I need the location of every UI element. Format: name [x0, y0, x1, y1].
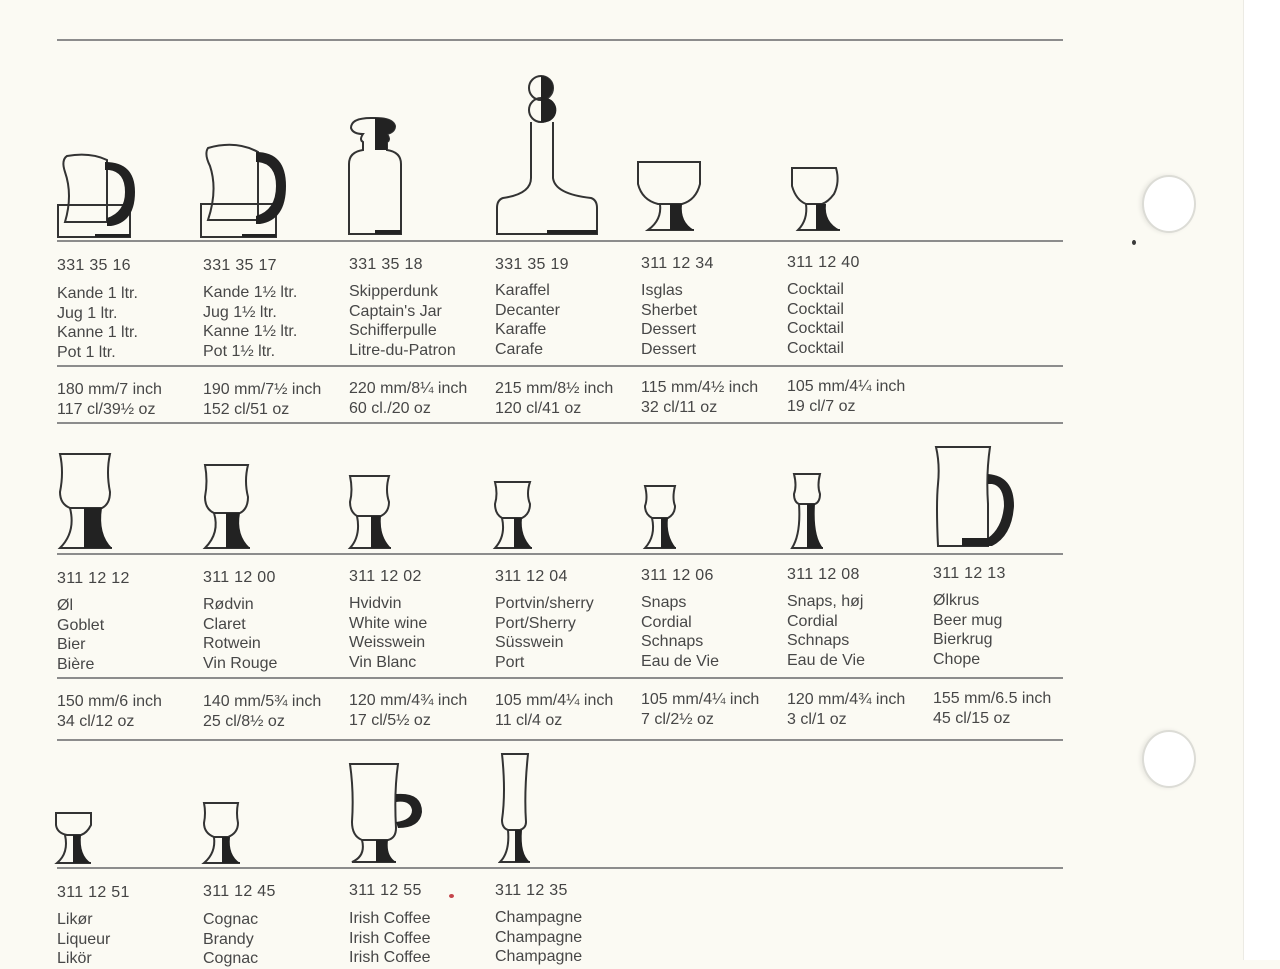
product-names: Rødvin Claret Rotwein Vin Rouge [203, 596, 278, 672]
product-names: Karaffel Decanter Karaffe Carafe [495, 282, 560, 358]
product-names: Ølkrus Beer mug Bierkrug Chope [933, 592, 1003, 668]
product-code: 311 12 35 [495, 882, 568, 899]
product-names: Skipperdunk Captain's Jar Schifferpulle Litre-du-Patron [349, 283, 456, 359]
tall-cordial-glass-icon [789, 472, 825, 550]
product-dimensions: 220 mm/8¼ inch 60 cl./20 oz [349, 380, 468, 417]
product-code: 311 12 55 [349, 882, 422, 899]
product-names: Isglas Sherbet Dessert Dessert [641, 282, 698, 358]
decanter-icon [495, 74, 600, 240]
product-code: 331 35 19 [495, 256, 569, 273]
product-dimensions: 120 mm/4¾ inch 17 cl/5½ oz [349, 692, 468, 729]
cordial-glass-icon [642, 484, 678, 550]
product-names: Snaps, høj Cordial Schnaps Eau de Vie [787, 593, 865, 669]
beer-goblet-icon [56, 452, 114, 550]
product-code: 311 12 00 [203, 569, 276, 586]
product-dimensions: 140 mm/5¾ inch 25 cl/8½ oz [203, 693, 322, 730]
port-glass-icon [492, 480, 534, 550]
beer-mug-icon [932, 444, 1017, 550]
product-names: Champagne Champagne Champagne [495, 909, 583, 965]
cocktail-glass-icon [788, 166, 844, 232]
rule-row2-base [57, 553, 1063, 555]
claret-glass-icon [202, 463, 252, 550]
product-code: 311 12 06 [641, 567, 714, 584]
product-dimensions: 105 mm/4¼ inch 11 cl/4 oz [495, 692, 614, 729]
product-dimensions: 190 mm/7½ inch 152 cl/51 oz [203, 381, 322, 418]
binder-hole-top [1142, 175, 1196, 233]
product-code: 331 35 16 [57, 257, 131, 274]
product-names: Øl Goblet Bier Bière [57, 597, 105, 673]
champagne-flute-icon [498, 752, 532, 865]
rule-row1-base [57, 240, 1063, 242]
product-code: 311 12 08 [787, 566, 860, 583]
product-dimensions: 105 mm/4¼ inch 19 cl/7 oz [787, 378, 906, 415]
page-edge [1243, 0, 1280, 960]
product-names: Snaps Cordial Schnaps Eau de Vie [641, 594, 719, 670]
captains-jar-icon [345, 114, 405, 240]
product-code: 311 12 12 [57, 570, 130, 587]
product-names: Hvidvin White wine Weisswein Vin Blanc [349, 595, 428, 671]
jug-1l-icon [55, 150, 140, 240]
product-names: Likør Liqueur Likör [57, 911, 111, 967]
sherbet-glass-icon [636, 160, 704, 232]
rule-row1-bottom [57, 422, 1063, 424]
product-dimensions: 120 mm/4¾ inch 3 cl/1 oz [787, 691, 906, 728]
product-code: 311 12 04 [495, 568, 568, 585]
product-names: Cocktail Cocktail Cocktail Cocktail [787, 281, 844, 357]
product-dimensions: 105 mm/4¼ inch 7 cl/2½ oz [641, 691, 760, 728]
product-code: 311 12 40 [787, 254, 860, 271]
jug-1-5l-icon [198, 140, 288, 240]
liqueur-glass-icon [53, 811, 95, 865]
product-code: 311 12 34 [641, 255, 714, 272]
product-dimensions: 215 mm/8½ inch 120 cl/41 oz [495, 380, 614, 417]
product-names: Portvin/sherry Port/Sherry Süsswein Port [495, 595, 594, 671]
product-names: Cognac Brandy Cognac [203, 911, 259, 967]
product-names: Irish Coffee Irish Coffee Irish Coffee [349, 910, 431, 966]
product-names: Kande 1 ltr. Jug 1 ltr. Kanne 1 ltr. Pot 1 ltr. [57, 285, 138, 361]
rule-row1-mid [57, 365, 1063, 367]
rule-top [57, 39, 1063, 41]
product-code: 311 12 02 [349, 568, 422, 585]
print-speck [1132, 240, 1136, 245]
product-code: 311 12 45 [203, 883, 276, 900]
product-names: Kande 1½ ltr. Jug 1½ ltr. Kanne 1½ ltr. Pot 1½ ltr. [203, 284, 298, 360]
irish-coffee-glass-icon [348, 762, 426, 865]
rule-row3-base [57, 867, 1063, 869]
product-dimensions: 115 mm/4½ inch 32 cl/11 oz [641, 379, 759, 416]
rule-row2-bottom [57, 739, 1063, 741]
product-code: 331 35 18 [349, 256, 423, 273]
product-code: 311 12 51 [57, 884, 130, 901]
rule-row2-mid [57, 677, 1063, 679]
product-code: 331 35 17 [203, 257, 277, 274]
product-code: 311 12 13 [933, 565, 1006, 582]
product-dimensions: 150 mm/6 inch 34 cl/12 oz [57, 693, 162, 730]
product-dimensions: 155 mm/6.5 inch 45 cl/15 oz [933, 690, 1052, 727]
cognac-glass-icon [200, 801, 242, 865]
ink-mark [449, 894, 454, 898]
binder-hole-bottom [1142, 730, 1196, 788]
white-wine-glass-icon [347, 474, 393, 550]
product-dimensions: 180 mm/7 inch 117 cl/39½ oz [57, 381, 162, 418]
